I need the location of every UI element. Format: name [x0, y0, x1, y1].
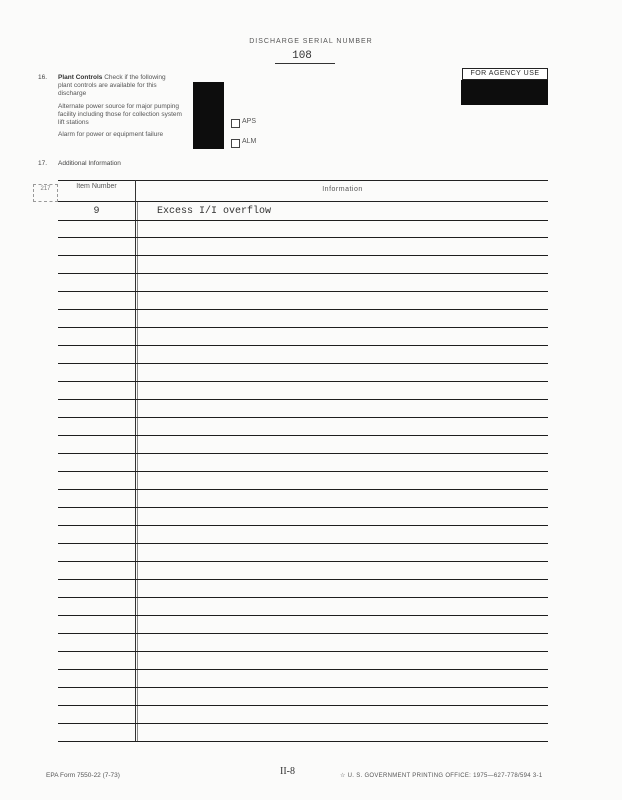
page-number: II-8 [280, 766, 295, 777]
serial-underline [275, 63, 335, 64]
ruled-line [58, 273, 548, 274]
section-17-title: Additional Information [58, 160, 121, 167]
ruled-line [58, 633, 548, 634]
section-16-heading [58, 74, 178, 98]
table-top-border [58, 180, 548, 181]
alarm-label: Alarm for power or equipment failure [58, 131, 164, 138]
alm-checkbox[interactable] [231, 139, 240, 148]
ruled-line [58, 435, 548, 436]
ruled-line [58, 561, 548, 562]
ruled-line [58, 255, 548, 256]
ruled-line [58, 237, 548, 238]
serial-number-value: 108 [292, 50, 312, 62]
ruled-line [58, 507, 548, 508]
ruled-line [58, 327, 548, 328]
form-number: EPA Form 7550-22 (7-73) [46, 772, 120, 779]
ruled-line [58, 309, 548, 310]
section-16-title: Plant Controls [58, 74, 103, 81]
ruled-line [58, 741, 548, 742]
alm-label: ALM [242, 138, 257, 145]
ruled-line [58, 220, 548, 221]
row-information: Excess I/I overflow [157, 206, 272, 217]
ruled-line [58, 525, 548, 526]
ruled-line [58, 291, 548, 292]
ruled-line [58, 579, 548, 580]
section-17-number: 17. [38, 160, 48, 167]
aps-checkbox[interactable] [231, 119, 240, 128]
column-divider [135, 180, 136, 741]
ruled-line [58, 345, 548, 346]
column-header-information: Information [322, 186, 363, 193]
section-16-instruction: Check if the following plant controls are available for this discharge [58, 74, 166, 97]
serial-number-title: DISCHARGE SERIAL NUMBER [249, 38, 373, 45]
ruled-line [58, 417, 548, 418]
ruled-line [58, 381, 548, 382]
header-divider [58, 201, 548, 202]
row-item-number: 9 [93, 206, 100, 217]
ruled-line [58, 399, 548, 400]
ruled-line [58, 615, 548, 616]
ruled-line [58, 363, 548, 364]
section-16-number: 16. [38, 74, 48, 81]
printer-credit: ☆ U. S. GOVERNMENT PRINTING OFFICE: 1975—627-778/594 3-1 [340, 773, 543, 779]
alt-power-label: Alternate power source for major pumping facility including those for collection system lift stations [58, 103, 182, 126]
ruled-line [58, 705, 548, 706]
margin-stamp: 217 [33, 184, 58, 202]
aps-label: APS [242, 118, 257, 125]
ruled-line [58, 669, 548, 670]
agency-use-box [461, 80, 548, 105]
column-header-item-number: Item Number [76, 183, 117, 190]
redaction-block [193, 82, 224, 149]
ruled-line [58, 471, 548, 472]
ruled-line [58, 453, 548, 454]
ruled-line [58, 651, 548, 652]
ruled-line [58, 723, 548, 724]
ruled-line [58, 687, 548, 688]
ruled-line [58, 543, 548, 544]
ruled-line [58, 597, 548, 598]
agency-use-label: FOR AGENCY USE [462, 68, 548, 80]
ruled-line [58, 489, 548, 490]
